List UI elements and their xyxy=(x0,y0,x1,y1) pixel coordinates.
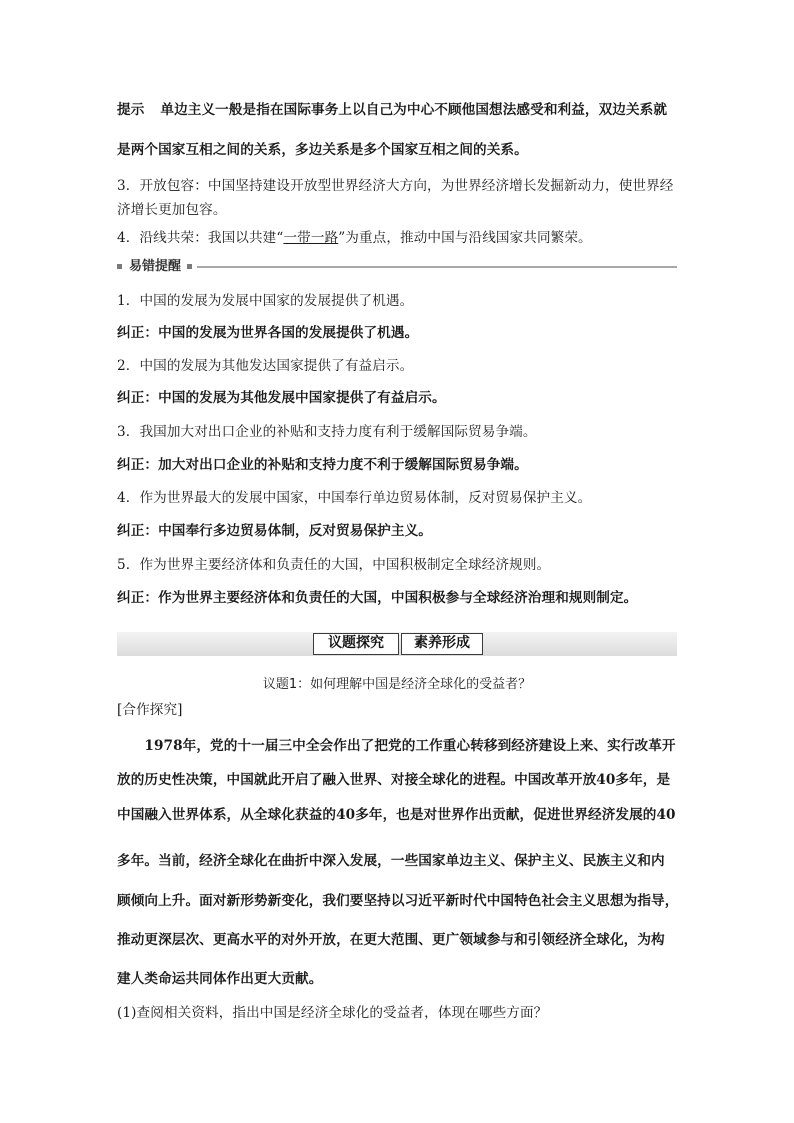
error-statement-1: 1．中国的发展为发展中国家的发展提供了机遇。 xyxy=(117,293,414,309)
error-correction-1: 纠正：中国的发展为世界各国的发展提供了机遇。 xyxy=(117,325,419,341)
passage-line-3: 中国融入世界体系，从全球化获益的40多年，也是对世界作出贡献，促进世界经济发展的40 xyxy=(117,807,676,823)
passage-line-5: 顾倾向上升。面对新形势新变化，我们要坚持以习近平新时代中国特色社会主义思想为指导， xyxy=(117,893,679,909)
square-bullet-icon xyxy=(117,264,122,269)
hint-title: 易错提醒 xyxy=(129,259,182,274)
error-statement-2: 2．中国的发展为其他发达国家提供了有益启示。 xyxy=(117,358,414,374)
point-3-line-1: 3．开放包容：中国坚持建设开放型世界经济大方向，为世界经济增长发掘新动力，使世界经 xyxy=(117,178,674,194)
tip-line-1 xyxy=(117,101,677,119)
belt-and-road-term: 一带一路 xyxy=(283,230,339,246)
divider xyxy=(197,266,677,268)
point-3-line-2: 济增长更加包容。 xyxy=(117,202,227,218)
passage-line-2: 放的历史性决策，中国就此开启了融入世界、对接全球化的进程。中国改革开放40多年，是 xyxy=(117,772,671,788)
tip-label: 提示 xyxy=(117,102,145,118)
passage-line-7: 建人类命运共同体作出更大贡献。 xyxy=(117,971,323,987)
passage-line-4: 多年。当前，经济全球化在曲折中深入发展，一些国家单边主义、保护主义、民族主义和内 xyxy=(117,853,665,869)
tip-text-1: 单边主义一般是指在国际事务上以自己为中心不顾他国想法感受和利益，双边关系就 xyxy=(160,102,668,118)
error-correction-3: 纠正：加大对出口企业的补贴和支持力度不利于缓解国际贸易争端。 xyxy=(117,457,528,473)
section-title-left: 议题探究 xyxy=(313,633,399,655)
error-correction-2: 纠正：中国的发展为其他发展中国家提供了有益启示。 xyxy=(117,390,446,406)
hint-header xyxy=(117,258,677,276)
tip-line-2: 是两个国家互相之间的关系，多边关系是多个国家互相之间的关系。 xyxy=(117,142,528,158)
cooperation-label: [合作探究] xyxy=(117,702,183,718)
error-correction-5: 纠正：作为世界主要经济体和负责任的大国，中国积极参与全球经济治理和规则制定。 xyxy=(117,590,638,606)
point-4-after: ”为重点，推动中国与沿线国家共同繁荣。 xyxy=(338,230,592,246)
passage-line-1: 1978年，党的十一届三中全会作出了把党的工作重心转移到经济建设上来、实行改革开 xyxy=(117,738,676,754)
point-4 xyxy=(117,229,677,247)
error-statement-4: 4．作为世界最大的发展中国家，中国奉行单边贸易体制，反对贸易保护主义。 xyxy=(117,490,592,506)
passage-line-6: 推动更深层次、更高水平的对外开放，在更大范围、更广领域参与和引领经济全球化，为构 xyxy=(117,932,665,948)
topic-title: 议题1：如何理解中国是经济全球化的受益者？ xyxy=(262,677,532,692)
error-correction-4: 纠正：中国奉行多边贸易体制，反对贸易保护主义。 xyxy=(117,523,432,539)
section-banner xyxy=(117,632,677,656)
question-1: (1)查阅相关资料，指出中国是经济全球化的受益者，体现在哪些方面？ xyxy=(117,1005,548,1021)
section-title-right: 素养形成 xyxy=(401,633,483,655)
error-statement-3: 3．我国加大对出口企业的补贴和支持力度有利于缓解国际贸易争端。 xyxy=(117,424,537,440)
point-4-before: 4．沿线共荣：我国以共建“ xyxy=(117,230,284,246)
square-bullet-icon xyxy=(187,264,192,269)
error-statement-5: 5．作为世界主要经济体和负责任的大国，中国积极制定全球经济规则。 xyxy=(117,557,551,573)
